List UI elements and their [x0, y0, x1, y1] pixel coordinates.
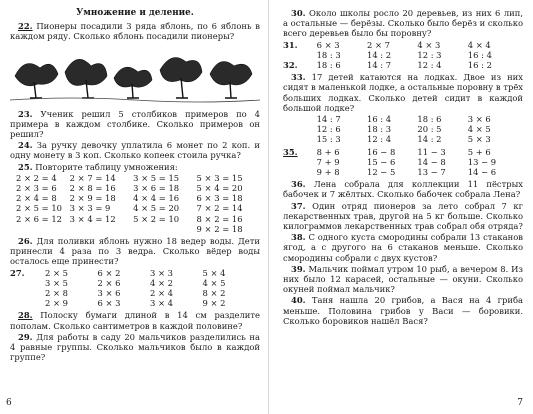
table-cell: 5 × 3 = 15 [196, 172, 243, 183]
table-cell: 15 : 3 [316, 134, 341, 145]
table-cell: 2 × 8 = 16 [69, 183, 116, 194]
table-cell: 7 × 2 = 14 [196, 203, 243, 214]
table-cell: 4 × 5 [467, 124, 491, 135]
table-cell: 12 − 5 [366, 167, 396, 178]
table-cell [133, 224, 196, 234]
table-cell: 18 : 6 [316, 60, 341, 71]
table-cell: 15 − 6 [366, 156, 396, 167]
exercise-34-table [283, 114, 523, 145]
table-cell: 2 × 8 [45, 288, 68, 299]
table-cell: 6 × 2 [97, 267, 121, 278]
multiplication-table [10, 173, 260, 234]
problem-25-number: 25. [18, 161, 33, 172]
problem-23-text: Ученик решил 5 столбиков примеров по 4 примера в каждом столбике. Сколько примеров он решил? [10, 108, 260, 140]
table-cell: 16 − 8 [366, 146, 396, 157]
problem-39-text: Мальчик поймал утром 10 рыб, а вечером 8. Из них было 12 карасей, остальные — окуни. Сколько окуней поймал мальчик? [283, 263, 524, 295]
section-title: Умножение и деление. [76, 8, 194, 18]
problem-39-number: 39. [291, 263, 306, 274]
table-cell: 16 : 2 [467, 60, 492, 71]
table-cell: 12 : 4 [417, 60, 442, 71]
table-cell: 18 : 6 [417, 114, 442, 125]
table-cell: 2 × 6 = 12 [16, 213, 62, 224]
table-cell: 6 × 3 [316, 39, 340, 50]
table-cell: 4 × 4 [467, 39, 491, 50]
table-cell: 4 × 5 = 20 [133, 203, 180, 214]
problem-26-number: 26. [18, 236, 33, 247]
table-cell: 14 − 6 [467, 167, 497, 178]
problem-33 [283, 72, 523, 113]
table-cell: 3 × 4 = 12 [69, 213, 116, 224]
problem-37-number: 37. [291, 200, 306, 211]
right-page [275, 0, 533, 414]
right-column [283, 8, 523, 327]
table-cell: 16 : 4 [366, 114, 392, 125]
problem-29-number: 29. [18, 331, 33, 342]
page-number-right: 7 [517, 398, 523, 408]
table-cell: 6 × 3 = 18 [196, 193, 243, 204]
table-cell: 3 × 3 = 9 [69, 203, 111, 214]
left-page [0, 0, 266, 414]
table-cell: 2 × 9 [45, 298, 68, 309]
table-cell: 3 × 5 [45, 277, 68, 288]
problem-32-number: 32. [283, 60, 298, 71]
table-cell: 8 × 2 [202, 288, 226, 299]
problem-33-text: 17 детей катаются на лодках. Двое из них сидят в маленькой лодке, а остальные поровну в трёх больших лодках. Сколько детей сидит в каждой большой лодке? [283, 72, 523, 113]
table-cell: 3 × 5 = 15 [133, 172, 180, 183]
table-cell: 18 : 3 [366, 124, 392, 135]
problem-24-text: За ручку девочку уплатила 6 монет по 2 коп. и одну монету в 3 коп. Сколько копеек стоила ручка? [10, 140, 260, 161]
table-cell: 3 × 6 [467, 114, 491, 125]
problem-35-number: 35. [283, 146, 298, 157]
table-cell: 2 × 4 = 8 [16, 193, 57, 204]
table-cell: 14 : 2 [366, 49, 392, 60]
table-cell: 14 : 7 [316, 114, 341, 125]
problem-22-number: 22. [18, 21, 33, 32]
problem-22 [10, 21, 260, 41]
problem-24-number: 24. [18, 140, 33, 151]
table-cell: 13 − 7 [417, 167, 446, 178]
page-divider [268, 0, 269, 414]
exercise-35-table [283, 147, 523, 178]
problem-23 [10, 109, 260, 140]
problem-27-number: 27. [10, 267, 25, 278]
problem-28-number: 28. [18, 310, 33, 321]
problem-23-number: 23. [18, 108, 33, 119]
table-cell: 4 × 4 = 16 [133, 193, 180, 204]
table-cell: 8 × 2 = 16 [196, 213, 243, 224]
problem-29 [10, 332, 260, 363]
table-cell: 4 × 5 [202, 277, 226, 288]
table-cell: 3 × 6 = 18 [133, 183, 180, 194]
problem-37 [283, 201, 523, 232]
problem-31-number: 31. [283, 39, 298, 50]
apple-trees-illustration [10, 44, 260, 106]
table-cell: 2 × 4 [150, 288, 173, 299]
table-cell: 3 × 6 [97, 288, 121, 299]
table-cell [70, 224, 133, 234]
table-cell: 20 : 5 [417, 124, 442, 135]
table-cell: 12 : 4 [366, 134, 392, 145]
problem-38-number: 38. [291, 232, 306, 243]
table-cell: 9 × 2 = 18 [196, 223, 243, 234]
table-cell: 2 × 7 [366, 39, 390, 50]
page-number-left: 6 [6, 398, 12, 408]
table-cell: 12 : 3 [417, 49, 442, 60]
table-cell: 8 + 6 [316, 146, 340, 157]
table-cell: 5 × 3 [467, 134, 491, 145]
problem-36-text: Лена собрала для коллекции 11 пёстрых бабочек и 7 жёлтых. Сколько бабочек собрала Лена? [283, 179, 523, 200]
problem-40 [283, 295, 523, 326]
exercise-27-table [10, 268, 260, 309]
problem-24 [10, 140, 260, 160]
problem-39 [283, 264, 523, 295]
table-cell: 9 + 8 [316, 167, 340, 178]
problem-30-text: Около школы росло 20 деревьев, из них 6 лип, а остальные — берёзы. Сколько было берёз и сколько всего деревьев было бы поровну? [283, 8, 523, 39]
problem-22-text: Пионеры посадили 3 ряда яблонь, по 6 яблонь в каждом ряду. Сколько яблонь посадили пионеры? [10, 21, 260, 42]
problem-26-text: Для поливки яблонь нужно 18 ведер воды. Дети принесли 4 раза по 3 ведра. Сколько вёдер воды осталось еще принести? [10, 236, 260, 267]
problem-28-text: Полоску бумаги длиной в 14 см разделите пополам. Сколько сантиметров в каждой половине? [10, 310, 260, 331]
problem-25-text: Повторите таблицу умножения: [35, 161, 178, 172]
problem-36 [283, 179, 523, 199]
table-cell: 14 − 8 [417, 156, 446, 167]
table-cell: 2 × 7 = 14 [69, 172, 116, 183]
table-cell: 5 + 6 [467, 146, 491, 157]
table-cell: 5 × 4 [202, 267, 226, 278]
table-cell: 11 − 3 [417, 146, 446, 157]
table-cell: 2 × 6 [97, 277, 121, 288]
table-cell: 4 × 3 [417, 39, 441, 50]
table-cell: 7 + 9 [316, 156, 340, 167]
table-cell: 6 × 3 [97, 298, 121, 309]
table-cell: 3 × 4 [150, 298, 173, 309]
problem-25 [10, 162, 260, 172]
table-cell: 4 × 2 [150, 277, 173, 288]
left-column [10, 8, 260, 363]
table-cell: 16 : 4 [467, 49, 492, 60]
problem-36-number: 36. [291, 179, 306, 190]
table-cell: 2 × 9 = 18 [69, 193, 116, 204]
trees-image [10, 44, 260, 106]
table-cell: 14 : 2 [417, 134, 442, 145]
table-cell [16, 224, 70, 234]
table-cell: 2 × 3 = 6 [16, 183, 57, 194]
problem-38 [283, 232, 523, 263]
problem-33-number: 33. [291, 72, 306, 83]
table-cell: 9 × 2 [202, 298, 226, 309]
table-cell: 2 × 5 [45, 267, 68, 278]
table-cell: 14 : 7 [366, 60, 392, 71]
problem-26 [10, 236, 260, 267]
problem-30-number: 30. [291, 8, 306, 18]
problem-28 [10, 310, 260, 330]
table-cell: 5 × 2 = 10 [133, 213, 180, 224]
table-cell: 18 : 3 [316, 49, 341, 60]
problem-30 [283, 8, 523, 39]
problem-38-text: С одного куста смородины собрали 13 стаканов ягод, а с другого на 6 стаканов меньше. Сколько смородины собрали с двух кустов? [283, 232, 523, 263]
table-cell: 13 − 9 [467, 156, 497, 167]
problem-29-text: Для работы в саду 20 мальчиков разделились на 4 равные группы. Сколько мальчиков было в каждой группе? [10, 331, 260, 363]
problem-40-number: 40. [291, 295, 306, 306]
table-cell: 2 × 2 = 4 [16, 172, 57, 183]
exercise-31-table [283, 40, 523, 71]
table-cell: 5 × 4 = 20 [196, 183, 243, 194]
table-cell: 2 × 5 = 10 [16, 203, 62, 214]
problem-37-text: Один отряд пионеров за лето собрал 7 кг лекарственных трав, другой на 5 кг больше. Сколько килограммов лекарственных трав собрал обя отряда? [283, 200, 523, 232]
table-cell: 12 : 6 [316, 124, 341, 135]
table-cell: 3 × 3 [150, 267, 173, 278]
problem-40-text: Таня нашла 20 грибов, а Вася на 4 гриба меньше. Половина грибов у Васи — боровики. Сколько боровиков нашёл Вася? [283, 295, 523, 326]
